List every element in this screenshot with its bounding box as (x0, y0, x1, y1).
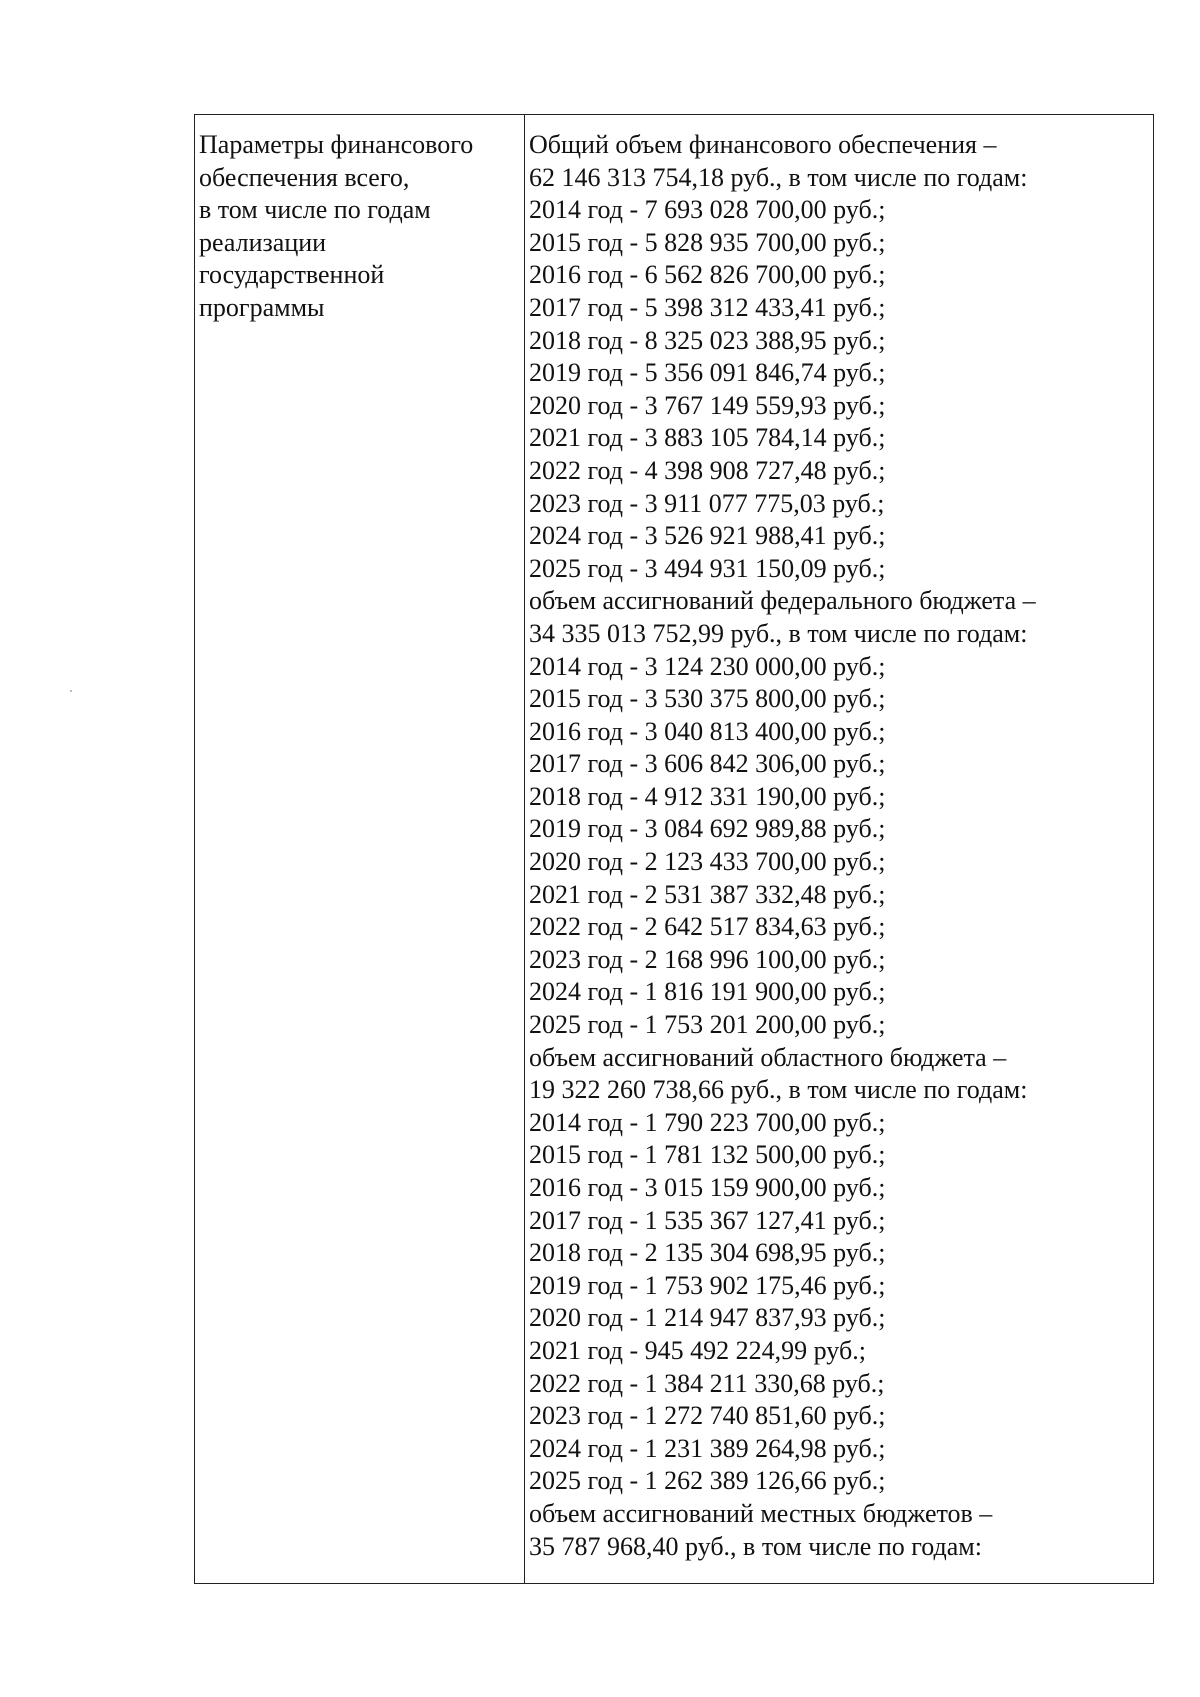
parameter-name-line: Параметры финансового (199, 130, 474, 159)
financing-value-line: 2022 год - 4 398 908 727,48 руб.; (529, 455, 886, 485)
financing-value-line: 2020 год - 1 214 947 837,93 руб.; (529, 1303, 886, 1333)
scan-artifact-dot (70, 690, 72, 692)
parameter-name-line: реализации (199, 227, 327, 257)
financing-value-line: объем ассигнований областного бюджета – (529, 1042, 1007, 1072)
financing-value-line: 2020 год - 3 767 149 559,93 руб.; (529, 390, 886, 420)
financing-value-line: 2015 год - 1 781 132 500,00 руб.; (529, 1140, 886, 1170)
financing-value-line: 2021 год - 3 883 105 784,14 руб.; (529, 423, 886, 453)
financing-value-line: объем ассигнований местных бюджетов – (529, 1498, 993, 1528)
financing-value-line: 2018 год - 2 135 304 698,95 руб.; (529, 1238, 886, 1268)
parameter-name-line: в том числе по годам (199, 195, 431, 224)
financing-value-line: 2022 год - 1 384 211 330,68 руб.; (529, 1368, 885, 1398)
financing-value-line: 2020 год - 2 123 433 700,00 руб.; (529, 847, 886, 877)
financing-value-line: Общий объем финансового обеспечения – (529, 130, 997, 159)
financing-value-line: 2016 год - 3 015 159 900,00 руб.; (529, 1173, 886, 1202)
financing-values-cell (525, 115, 1153, 1583)
financing-value-line: 2019 год - 1 753 902 175,46 руб.; (529, 1270, 886, 1300)
financing-parameters-table (194, 114, 1154, 1584)
financing-value-line: 2019 год - 5 356 091 846,74 руб.; (529, 358, 886, 388)
financing-value-line: 2024 год - 1 231 389 264,98 руб.; (529, 1433, 886, 1463)
financing-value-line: 2017 год - 1 535 367 127,41 руб.; (529, 1205, 886, 1235)
financing-value-line: объем ассигнований федерального бюджета – (529, 586, 1036, 616)
parameter-name-line: государственной (199, 260, 385, 289)
financing-value-line: 62 146 313 754,18 руб., в том числе по годам: (529, 162, 1028, 192)
financing-value-line: 2014 год - 1 790 223 700,00 руб.; (529, 1107, 886, 1137)
financing-value-line: 2023 год - 2 168 996 100,00 руб.; (529, 944, 886, 974)
financing-value-line: 2014 год - 7 693 028 700,00 руб.; (529, 195, 886, 225)
financing-value-line: 2021 год - 945 492 224,99 руб.; (529, 1335, 866, 1365)
financing-value-line: 19 322 260 738,66 руб., в том числе по годам: (529, 1075, 1028, 1105)
financing-value-line: 34 335 013 752,99 руб., в том числе по годам: (529, 618, 1028, 648)
financing-value-line: 2023 год - 1 272 740 851,60 руб.; (529, 1401, 886, 1431)
financing-value-line: 2025 год - 1 262 389 126,66 руб.; (529, 1466, 886, 1496)
financing-value-line: 2014 год - 3 124 230 000,00 руб.; (529, 651, 886, 681)
financing-value-line: 2025 год - 3 494 931 150,09 руб.; (529, 553, 886, 583)
financing-value-line: 2016 год - 3 040 813 400,00 руб.; (529, 716, 886, 746)
financing-value-line: 2025 год - 1 753 201 200,00 руб.; (529, 1010, 886, 1040)
financing-value-line: 2022 год - 2 642 517 834,63 руб.; (529, 912, 886, 942)
financing-value-line: 2015 год - 5 828 935 700,00 руб.; (529, 227, 886, 257)
financing-value-line: 2021 год - 2 531 387 332,48 руб.; (529, 879, 886, 909)
parameter-name-cell (195, 115, 525, 1583)
financing-value-line: 2016 год - 6 562 826 700,00 руб.; (529, 260, 886, 290)
financing-value-line: 2018 год - 4 912 331 190,00 руб.; (529, 781, 886, 811)
financing-value-line: 35 787 968,40 руб., в том числе по годам: (529, 1531, 982, 1561)
parameter-name-line: программы (199, 292, 325, 322)
financing-value-line: 2024 год - 1 816 191 900,00 руб.; (529, 977, 886, 1007)
financing-value-line: 2017 год - 5 398 312 433,41 руб.; (529, 292, 886, 322)
financing-value-line: 2017 год - 3 606 842 306,00 руб.; (529, 749, 886, 779)
financing-value-line: 2018 год - 8 325 023 388,95 руб.; (529, 325, 886, 355)
financing-value-line: 2019 год - 3 084 692 989,88 руб.; (529, 814, 886, 844)
financing-value-line: 2023 год - 3 911 077 775,03 руб.; (529, 488, 885, 518)
financing-value-line: 2015 год - 3 530 375 800,00 руб.; (529, 684, 886, 714)
parameter-name-line: обеспечения всего, (199, 162, 410, 192)
financing-value-line: 2024 год - 3 526 921 988,41 руб.; (529, 521, 886, 551)
